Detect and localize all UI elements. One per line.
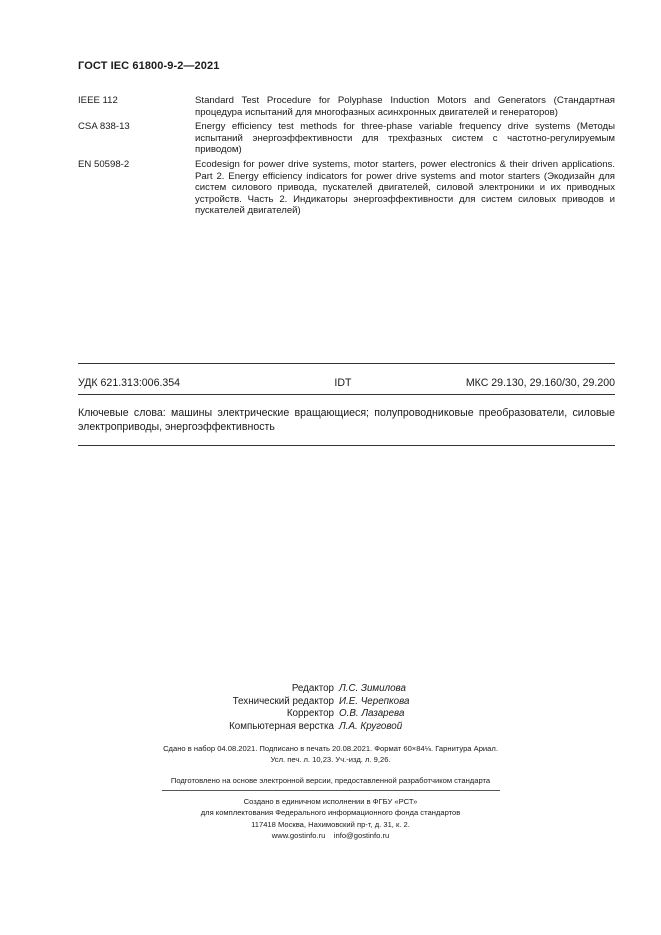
classification-row <box>78 377 615 389</box>
reference-title: Ecodesign for power drive systems, motor starters, power electronics & their driven applications. Part 2. Energy efficiency indicators for power drive systems and motor starters (Экодизайн для систем силового привода, пускателей двигателей, силовой электроники и их приводных устройств. Часть 2. Индикаторы энергоэффективности для систем силовых приводов и пускателей двигателей) <box>195 158 615 217</box>
reference-item <box>78 95 615 118</box>
reference-title: Energy efficiency test methods for three-phase variable frequency drive systems (Методы испытаний энергоэффективности для трехфазных систем с частотно-регулируемым приводом) <box>195 121 615 156</box>
publisher-info <box>0 796 661 841</box>
print-info-line: Усл. печ. л. 10,23. Уч.-изд. л. 9,26. <box>270 755 391 765</box>
print-info <box>0 743 661 766</box>
references-list <box>78 95 615 220</box>
credit-person: Л.С. Зимилова <box>339 683 406 694</box>
standard-header: ГОСТ IEC 61800-9-2—2021 <box>78 60 220 72</box>
credit-line <box>0 708 661 721</box>
credit-person: Л.А. Круговой <box>339 720 403 732</box>
publisher-contacts: www.gostinfo.ru info@gostinfo.ru <box>271 830 390 840</box>
udk-code: УДК 621.313:006.354 <box>78 377 181 389</box>
credits-block <box>0 683 661 733</box>
credit-line <box>0 696 661 709</box>
reference-item <box>78 121 615 156</box>
reference-code: CSA 838-13 <box>78 121 130 133</box>
divider-top <box>78 363 615 364</box>
reference-code: IEEE 112 <box>78 95 118 106</box>
prepared-note: Подготовлено на основе электронной версии, предоставленной разработчиком стандарта <box>170 776 491 785</box>
reference-title: Standard Test Procedure for Polyphase Induction Motors and Generators (Стандартная процедура испытаний для многофазных асинхронных двигателей и генераторов) <box>195 95 615 118</box>
reference-item <box>78 159 615 217</box>
credit-role: Редактор <box>291 683 334 694</box>
publisher-line: 117418 Москва, Нахимовский пр-т, д. 31, к. 2. <box>251 819 410 829</box>
publisher-line: для комплектования Федерального информационного фонда стандартов <box>200 808 461 818</box>
divider-middle <box>78 394 615 395</box>
credit-person: И.Е. Черепкова <box>339 695 410 707</box>
credit-role: Корректор <box>286 708 334 719</box>
reference-code: EN 50598-2 <box>78 158 130 170</box>
divider-bottom <box>78 445 615 446</box>
credit-line <box>0 721 661 734</box>
keywords-text: Ключевые слова: машины электрические вращающиеся; полупроводниковые преобразователи, силовые электроприводы, энергоэффективность <box>78 407 615 433</box>
credit-role: Компьютерная верстка <box>229 720 334 732</box>
credit-person: О.В. Лазарева <box>339 708 405 719</box>
divider-footer <box>162 790 500 791</box>
print-info-line: Сдано в набор 04.08.2021. Подписано в печать 20.08.2021. Формат 60×84⅛. Гарнитура Ариал. <box>163 744 498 753</box>
keywords <box>78 406 615 434</box>
publisher-line: Создано в единичном исполнении в ФГБУ «РСТ» <box>243 797 418 806</box>
idt-mark: IDT <box>334 377 352 389</box>
credit-role: Технический редактор <box>232 695 334 707</box>
mks-code: МКС 29.130, 29.160/30, 29.200 <box>465 377 615 389</box>
credit-line <box>0 683 661 696</box>
